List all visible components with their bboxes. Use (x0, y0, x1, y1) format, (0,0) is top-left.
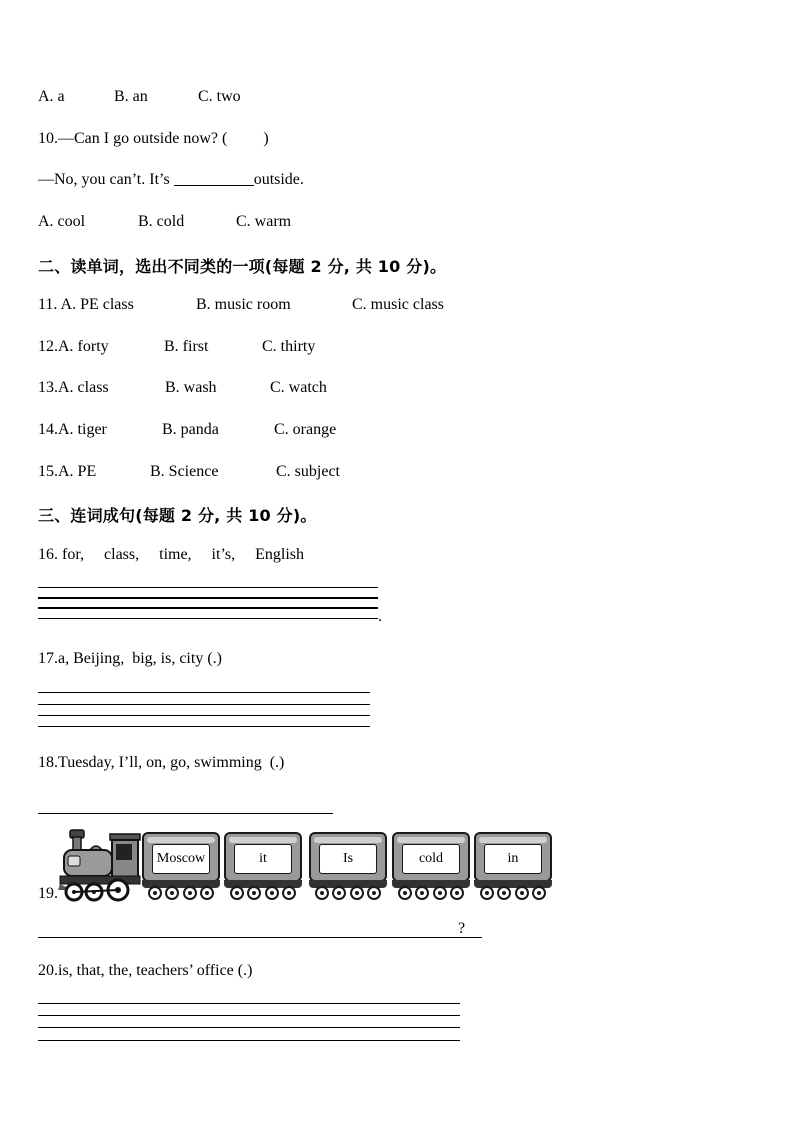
q16-words: 16. for, class, time, it’s, English (38, 546, 305, 563)
q13-option-a: 13.A. class (38, 379, 109, 396)
q12-option-b: B. first (164, 338, 209, 355)
train-word-5: in (484, 844, 542, 874)
q14-option-c: C. orange (274, 421, 337, 438)
q10-answer-suffix: outside. (253, 171, 304, 188)
q19-line-tail (478, 937, 482, 938)
q16-writing-line-4[interactable] (38, 618, 378, 619)
q15-option-b: B. Science (150, 463, 219, 480)
q20-writing-line-3[interactable] (38, 1027, 460, 1028)
q15-option-a: 15.A. PE (38, 463, 97, 480)
q16-writing-line-3[interactable] (38, 607, 378, 609)
train-word-4: cold (402, 844, 460, 874)
q13-option-c: C. watch (270, 379, 327, 396)
q15-option-c: C. subject (276, 463, 340, 480)
q11-option-a: 11. A. PE class (38, 296, 134, 313)
q20-writing-line-4[interactable] (38, 1040, 460, 1041)
q18-words: 18.Tuesday, I’ll, on, go, swimming (.) (38, 754, 285, 771)
q12-option-c: C. thirty (262, 338, 316, 355)
q17-writing-line-2[interactable] (38, 704, 370, 705)
q17-words: 17.a, Beijing, big, is, city (.) (38, 650, 222, 667)
train-car-4 (392, 832, 470, 882)
q17-writing-line-1[interactable] (38, 692, 370, 693)
q19-question-mark: ? (458, 920, 466, 937)
q20-writing-line-1[interactable] (38, 1003, 460, 1004)
train-word-3: Is (319, 844, 377, 874)
q16-writing-line-2[interactable] (38, 597, 378, 599)
q16-period: . (378, 608, 382, 625)
q11-option-c: C. music class (352, 296, 444, 313)
train-car-3 (309, 832, 387, 882)
section2-heading: 二、读单词，选出不同类的一项(每题 2 分, 共 10 分)。 (38, 257, 447, 276)
q10-option-a: A. cool (38, 213, 86, 230)
q10-question (38, 130, 269, 148)
q19-number: 19. (38, 885, 58, 902)
q10-option-b: B. cold (138, 213, 185, 230)
train-car-5 (474, 832, 552, 882)
q13-option-b: B. wash (165, 379, 217, 396)
q10-blank[interactable] (174, 171, 254, 186)
train-car-2 (224, 832, 302, 882)
train-car-1 (142, 832, 220, 882)
q20-words: 20.is, that, the, teachers’ office (.) (38, 962, 253, 979)
q17-writing-line-4[interactable] (38, 726, 370, 727)
q14-option-b: B. panda (162, 421, 219, 438)
q12-option-a: 12.A. forty (38, 338, 109, 355)
q10-option-c: C. warm (236, 213, 292, 230)
q14-option-a: 14.A. tiger (38, 421, 107, 438)
q10-paren-close: ) (263, 130, 269, 147)
q20-writing-line-2[interactable] (38, 1015, 460, 1016)
q11-option-b: B. music room (196, 296, 291, 313)
section3-heading: 三、连词成句(每题 2 分, 共 10 分)。 (38, 506, 317, 525)
train-word-2: it (234, 844, 292, 874)
q10-question-text: 10.—Can I go outside now? ( (38, 130, 228, 147)
q10-answer (38, 171, 304, 189)
q9-option-a: A. a (38, 88, 65, 105)
q19-train (58, 828, 558, 902)
q9-option-b: B. an (114, 88, 148, 105)
q18-writing-line[interactable] (38, 813, 333, 814)
q17-writing-line-3[interactable] (38, 715, 370, 716)
locomotive-icon (58, 828, 142, 902)
q10-answer-prefix: —No, you can’t. It’s (38, 171, 170, 188)
q9-option-c: C. two (198, 88, 241, 105)
q16-writing-line-1[interactable] (38, 587, 378, 588)
train-word-1: Moscow (152, 844, 210, 874)
q19-writing-line[interactable] (38, 937, 480, 938)
